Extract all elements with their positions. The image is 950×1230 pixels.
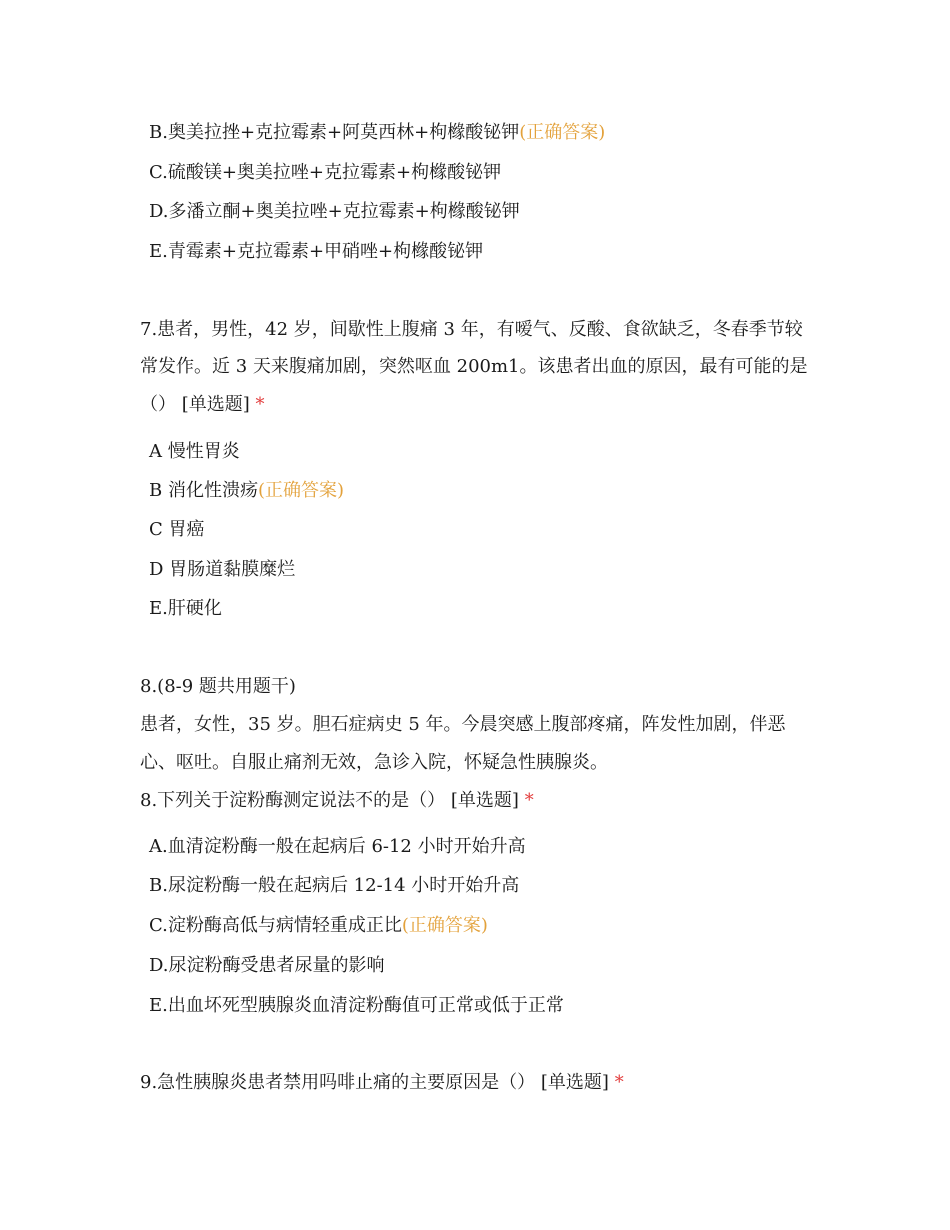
q8-shared-stem-line-2: 心、呕吐。自服止痛剂无效，急诊入院，怀疑急性胰腺炎。 [140,752,608,773]
q6-option-c [149,161,501,185]
q8-option-d [149,954,385,978]
q6-option-e [149,240,483,264]
q8-question-line [140,789,534,813]
correct-answer-tag: (正确答案) [257,480,344,501]
option-text: D.多潘立酮+奥美拉唑+克拉霉素+枸橼酸铋钾 [149,201,520,222]
option-text: A 慢性胃炎 [149,441,240,462]
option-text: E.肝硬化 [149,598,222,619]
required-marker: * [614,1072,624,1093]
q7-stem-line-3 [140,393,265,417]
question-text: 8.下列关于淀粉酶测定说法不的是（） [单选题] [140,790,519,811]
question-type-label: （） [单选题] [140,394,250,415]
option-text: D.尿淀粉酶受患者尿量的影响 [149,955,385,976]
option-text: E.出血坏死型胰腺炎血清淀粉酶值可正常或低于正常 [149,995,564,1016]
option-text: C.硫酸镁+奥美拉唑+克拉霉素+枸橼酸铋钾 [149,162,502,183]
q7-stem-line-1: 7.患者，男性，42 岁，间歇性上腹痛 3 年，有嗳气、反酸、食欲缺乏，冬春季节较 [140,319,803,340]
option-text: D 胃肠道黏膜糜烂 [149,559,296,580]
required-marker: * [255,394,265,415]
option-text: C.淀粉酶高低与病情轻重成正比 [149,915,402,936]
option-text: B.尿淀粉酶一般在起病后 12-14 小时开始升高 [149,875,520,896]
option-text: B.奥美拉挫+克拉霉素+阿莫西林+枸橼酸铋钾 [149,122,520,143]
q8-option-e [149,994,564,1018]
option-text: B 消化性溃疡 [149,480,258,501]
required-marker: * [524,790,534,811]
q9-question-line [140,1071,624,1095]
question-text: 9.急性胰腺炎患者禁用吗啡止痛的主要原因是（） [单选题] [140,1072,609,1093]
correct-answer-tag: (正确答案) [519,122,606,143]
correct-answer-tag: (正确答案) [401,915,488,936]
q8-shared-stem-title: 8.(8-9 题共用题干) [140,676,296,697]
option-text: C 胃癌 [149,519,205,540]
q7-option-c [149,518,205,542]
q7-option-d [149,558,295,582]
q7-option-b [149,479,344,503]
q7-stem-line-2: 常发作。近 3 天来腹痛加剧，突然呕血 200m1。该患者出血的原因，最有可能的是 [140,356,808,377]
option-text: A.血清淀粉酶一般在起病后 6-12 小时开始升高 [149,836,526,857]
q6-option-b [149,121,605,145]
q6-option-d [149,200,520,224]
q7-option-a [149,440,240,464]
q8-shared-stem-line-1: 患者，女性，35 岁。胆石症病史 5 年。今晨突感上腹部疼痛，阵发性加剧，伴恶 [140,714,786,735]
q8-option-a [149,835,526,859]
option-text: E.青霉素+克拉霉素+甲硝唑+枸橼酸铋钾 [149,241,484,262]
q7-option-e [149,597,222,621]
q8-option-b [149,874,519,898]
q8-option-c [149,914,488,938]
